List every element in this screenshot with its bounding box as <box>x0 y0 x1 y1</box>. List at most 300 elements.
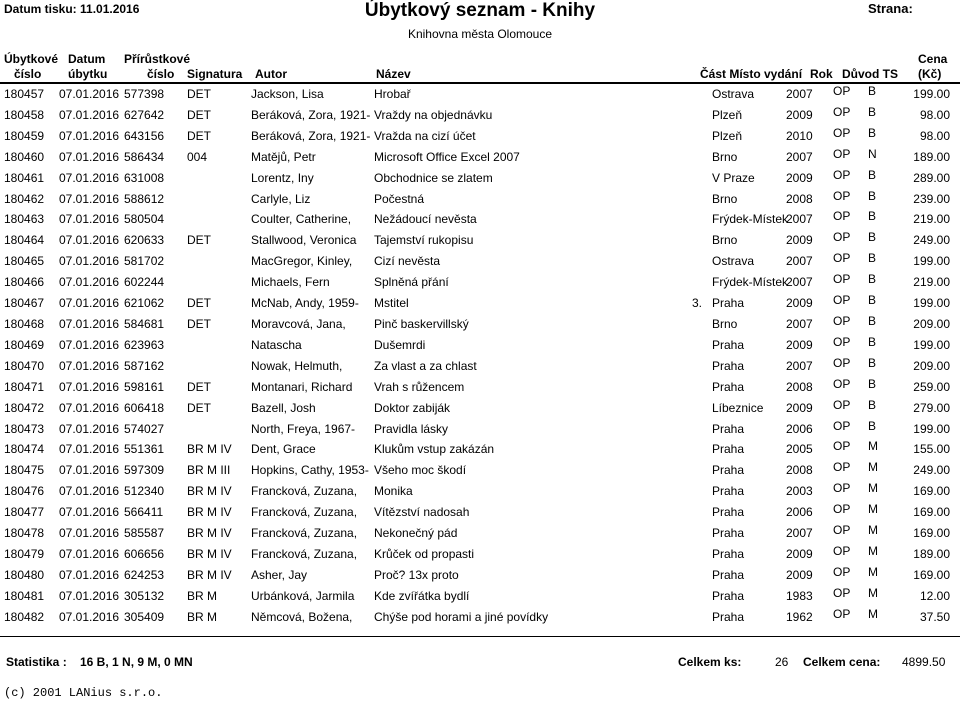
publication-year: 2005 <box>786 442 813 457</box>
book-title: Počestná <box>374 191 425 206</box>
accession-number: 643156 <box>124 128 165 143</box>
discard-reason: OP <box>833 230 851 245</box>
ts-code: M <box>868 543 878 558</box>
discard-reason: OP <box>833 606 851 621</box>
price: 37.50 <box>919 609 950 624</box>
publication-place: V Praze <box>712 170 755 185</box>
author: Stallwood, Veronica <box>251 233 357 248</box>
col-part-place-header: Část Místo vydání <box>700 67 803 81</box>
total-price: 4899.50 <box>902 655 946 669</box>
publication-place: Praha <box>712 379 745 394</box>
table-row <box>0 522 960 543</box>
discard-number: 180465 <box>4 254 45 269</box>
discard-reason: OP <box>833 84 851 98</box>
table-row <box>0 585 960 606</box>
publication-place: Brno <box>712 316 738 331</box>
signature: DET <box>187 400 211 415</box>
discard-date: 07.01.2016 <box>59 254 120 269</box>
report-title: Úbytkový seznam - Knihy <box>364 0 596 21</box>
table-row <box>0 313 960 334</box>
signature: DET <box>187 128 211 143</box>
table-row <box>0 606 960 627</box>
signature: BR M <box>187 588 217 603</box>
publication-place: Frýdek-Místek <box>712 275 789 290</box>
signature: BR M IV <box>187 442 232 457</box>
library-name: Knihovna města Olomouce <box>407 27 553 41</box>
book-title: Dušemrdi <box>374 337 426 352</box>
ts-code: B <box>868 418 877 433</box>
signature: BR M III <box>187 463 231 478</box>
discard-date: 07.01.2016 <box>59 170 120 185</box>
accession-number: 586434 <box>124 149 165 164</box>
discard-reason: OP <box>833 146 851 161</box>
table-row <box>0 292 960 313</box>
accession-number: 551361 <box>124 442 165 457</box>
publication-place: Praha <box>712 505 745 520</box>
discard-reason: OP <box>833 272 851 287</box>
ts-code: B <box>868 84 877 98</box>
ts-code: B <box>868 293 877 308</box>
discard-number: 180462 <box>4 191 45 206</box>
book-title: Všeho moc škodí <box>374 463 467 478</box>
price: 199.00 <box>913 337 950 352</box>
price: 169.00 <box>913 505 950 520</box>
publication-place: Praha <box>712 358 745 373</box>
ts-code: B <box>868 355 877 370</box>
discard-date: 07.01.2016 <box>59 379 120 394</box>
discard-date: 07.01.2016 <box>59 149 120 164</box>
ts-code: B <box>868 376 877 391</box>
discard-reason: OP <box>833 313 851 328</box>
author: Dent, Grace <box>251 442 316 457</box>
price: 199.00 <box>913 296 950 311</box>
discard-reason: OP <box>833 481 851 496</box>
discard-number: 180463 <box>4 212 45 227</box>
discard-date: 07.01.2016 <box>59 567 120 582</box>
author: Moravcová, Jana, <box>251 316 346 331</box>
discard-date: 07.01.2016 <box>59 526 120 541</box>
price: 98.00 <box>919 128 950 143</box>
discard-reason: OP <box>833 251 851 266</box>
ts-code: B <box>868 334 877 349</box>
book-title: Pravidla lásky <box>374 421 449 436</box>
table-row <box>0 355 960 376</box>
book-title: Hrobař <box>374 87 411 101</box>
discard-reason: OP <box>833 376 851 391</box>
accession-number: 585587 <box>124 526 165 541</box>
author: Francková, Zuzana, <box>251 505 358 520</box>
price: 249.00 <box>913 463 950 478</box>
author: Matějů, Petr <box>251 149 316 164</box>
table-row <box>0 438 960 459</box>
publication-year: 2009 <box>786 107 813 122</box>
price: 169.00 <box>913 484 950 499</box>
book-title: Vrah s růžencem <box>374 379 465 394</box>
price: 239.00 <box>913 191 950 206</box>
publication-place: Praha <box>712 296 745 311</box>
author: Natascha <box>251 337 302 352</box>
accession-number: 602244 <box>124 275 165 290</box>
accession-number: 574027 <box>124 421 165 436</box>
author: Carlyle, Liz <box>251 191 311 206</box>
book-title: Doktor zabiják <box>374 400 451 415</box>
table-row <box>0 83 960 104</box>
author: Asher, Jay <box>251 567 308 582</box>
book-title: Klukům vstup zakázán <box>374 442 495 457</box>
ts-code: B <box>868 209 877 224</box>
book-title: Chýše pod horami a jiné povídky <box>374 609 549 624</box>
publication-place: Praha <box>712 463 745 478</box>
price: 289.00 <box>913 170 950 185</box>
author: McNab, Andy, 1959- <box>251 296 359 311</box>
signature: BR M IV <box>187 484 232 499</box>
col-title-header: Název <box>376 67 411 81</box>
book-title: Vražda na cizí účet <box>374 128 476 143</box>
col-price-header-2: (Kč) <box>918 67 942 81</box>
publication-place: Frýdek-Místek <box>712 212 789 227</box>
table-row <box>0 564 960 585</box>
price: 219.00 <box>913 212 950 227</box>
publication-year: 2009 <box>786 296 813 311</box>
discard-reason: OP <box>833 209 851 224</box>
signature: DET <box>187 296 211 311</box>
price: 209.00 <box>913 358 950 373</box>
discard-number: 180470 <box>4 358 45 373</box>
author: Bazell, Josh <box>251 400 316 415</box>
accession-number: 580504 <box>124 212 165 227</box>
price: 279.00 <box>913 400 950 415</box>
price: 259.00 <box>913 379 950 394</box>
discard-number: 180461 <box>4 170 45 185</box>
discard-date: 07.01.2016 <box>59 463 120 478</box>
discard-date: 07.01.2016 <box>59 316 120 331</box>
discard-date: 07.01.2016 <box>59 484 120 499</box>
publication-place: Ostrava <box>712 254 755 269</box>
total-count-label: Celkem ks: <box>678 655 742 669</box>
ts-code: M <box>868 523 878 538</box>
signature: DET <box>187 316 211 331</box>
price: 98.00 <box>919 107 950 122</box>
discard-number: 180480 <box>4 567 45 582</box>
table-row <box>0 459 960 480</box>
col-sig-header: Signatura <box>187 67 243 81</box>
discard-number: 180478 <box>4 526 45 541</box>
ts-code: B <box>868 230 877 245</box>
discard-date: 07.01.2016 <box>59 296 120 311</box>
book-title: Obchodnice se zlatem <box>374 170 493 185</box>
author: Beráková, Zora, 1921- <box>251 128 371 143</box>
author: North, Freya, 1967- <box>251 421 356 436</box>
ts-code: M <box>868 606 878 621</box>
discard-number: 180460 <box>4 149 45 164</box>
author: Montanari, Richard <box>251 379 353 394</box>
book-title: Mstitel <box>374 296 409 311</box>
ts-code: M <box>868 460 878 475</box>
accession-number: 620633 <box>124 233 165 248</box>
table-row <box>0 188 960 209</box>
price: 199.00 <box>913 421 950 436</box>
discard-number: 180474 <box>4 442 45 457</box>
col-year-header: Rok <box>810 67 833 81</box>
discard-reason: OP <box>833 523 851 538</box>
book-title: Cizí nevěsta <box>374 254 441 269</box>
publication-year: 2007 <box>786 212 813 227</box>
accession-number: 581702 <box>124 254 165 269</box>
publication-year: 2006 <box>786 505 813 520</box>
publication-year: 2009 <box>786 567 813 582</box>
discard-number: 180458 <box>4 107 45 122</box>
book-title: Tajemství rukopisu <box>374 233 474 248</box>
ts-code: B <box>868 251 877 266</box>
price: 189.00 <box>913 149 950 164</box>
book-title: Splněná přání <box>374 275 449 290</box>
publication-year: 2007 <box>786 87 813 101</box>
price: 219.00 <box>913 275 950 290</box>
publication-place: Plzeň <box>712 128 743 143</box>
publication-year: 2009 <box>786 337 813 352</box>
ts-code: B <box>868 313 877 328</box>
discard-date: 07.01.2016 <box>59 233 120 248</box>
discard-number: 180475 <box>4 463 45 478</box>
table-row <box>0 271 960 292</box>
table-row <box>0 418 960 439</box>
author: Coulter, Catherine, <box>251 212 352 227</box>
book-title: Monika <box>374 484 413 499</box>
discard-number: 180477 <box>4 505 45 520</box>
table-row <box>0 543 960 564</box>
discard-reason: OP <box>833 564 851 579</box>
discard-date: 07.01.2016 <box>59 87 120 101</box>
col-reason-header: Důvod TS <box>842 67 898 81</box>
publication-year: 2009 <box>786 233 813 248</box>
discard-date: 07.01.2016 <box>59 337 120 352</box>
book-title: Microsoft Office Excel 2007 <box>374 149 520 164</box>
ts-code: B <box>868 104 877 119</box>
publication-year: 2009 <box>786 400 813 415</box>
signature: DET <box>187 107 211 122</box>
table-row <box>0 397 960 418</box>
publication-year: 2009 <box>786 546 813 561</box>
price: 12.00 <box>919 588 950 603</box>
publication-year: 1983 <box>786 588 813 603</box>
signature: BR M IV <box>187 505 232 520</box>
ts-code: B <box>868 188 877 203</box>
col-date-header: Datum <box>68 52 106 66</box>
price: 169.00 <box>913 567 950 582</box>
accession-number: 305132 <box>124 588 165 603</box>
publication-year: 2009 <box>786 170 813 185</box>
publication-year: 2007 <box>786 526 813 541</box>
book-title: Za vlast a za chlast <box>374 358 477 373</box>
publication-year: 2008 <box>786 379 813 394</box>
author: Francková, Zuzana, <box>251 546 358 561</box>
book-title: Nežádoucí nevěsta <box>374 212 477 227</box>
book-title: Proč? 13x proto <box>374 567 459 582</box>
book-title: Vítězství nadosah <box>374 505 470 520</box>
discard-reason: OP <box>833 460 851 475</box>
author: Beráková, Zora, 1921- <box>251 107 371 122</box>
ts-code: M <box>868 585 878 600</box>
discard-number: 180459 <box>4 128 45 143</box>
table-row <box>0 167 960 188</box>
publication-year: 2007 <box>786 316 813 331</box>
publication-place: Praha <box>712 337 745 352</box>
publication-year: 2007 <box>786 254 813 269</box>
author: Jackson, Lisa <box>251 87 324 101</box>
discard-date: 07.01.2016 <box>59 107 120 122</box>
book-title: Kde zvířátka bydlí <box>374 588 470 603</box>
discard-date: 07.01.2016 <box>59 546 120 561</box>
discard-reason: OP <box>833 418 851 433</box>
signature: BR M IV <box>187 526 232 541</box>
discard-reason: OP <box>833 167 851 182</box>
discard-date: 07.01.2016 <box>59 609 120 624</box>
publication-place: Praha <box>712 546 745 561</box>
publication-place: Ostrava <box>712 87 755 101</box>
table-row <box>0 501 960 522</box>
discard-reason: OP <box>833 439 851 454</box>
accession-number: 598161 <box>124 379 165 394</box>
price: 169.00 <box>913 526 950 541</box>
author: Urbánková, Jarmila <box>251 588 355 603</box>
publication-year: 2006 <box>786 421 813 436</box>
table-row <box>0 146 960 167</box>
publication-year: 1962 <box>786 609 813 624</box>
price: 199.00 <box>913 87 950 101</box>
signature: BR M <box>187 609 217 624</box>
signature: DET <box>187 233 211 248</box>
discard-date: 07.01.2016 <box>59 400 120 415</box>
book-title: Nekonečný pád <box>374 526 458 541</box>
publication-place: Plzeň <box>712 107 743 122</box>
stats-label: Statistika : <box>6 655 67 669</box>
signature: BR M IV <box>187 546 232 561</box>
discard-reason: OP <box>833 188 851 203</box>
footer-rule <box>0 636 960 637</box>
col-acc-header: Přírůstkové <box>124 52 191 66</box>
col-date-header-2: úbytku <box>68 67 108 81</box>
discard-reason: OP <box>833 543 851 558</box>
author: Němcová, Božena, <box>251 609 353 624</box>
page-label: Strana: <box>868 1 913 16</box>
publication-place: Brno <box>712 191 738 206</box>
accession-number: 597309 <box>124 463 165 478</box>
table-row <box>0 229 960 250</box>
table-row <box>0 376 960 397</box>
ts-code: B <box>868 397 877 412</box>
book-title: Pinč baskervillský <box>374 316 469 331</box>
discard-reason: OP <box>833 334 851 349</box>
author: Nowak, Helmuth, <box>251 358 343 373</box>
discard-number: 180468 <box>4 316 45 331</box>
accession-number: 566411 <box>124 505 164 520</box>
discard-number: 180472 <box>4 400 45 415</box>
part: 3. <box>692 296 703 311</box>
discard-number: 180466 <box>4 275 45 290</box>
table-row <box>0 480 960 501</box>
publication-place: Praha <box>712 421 745 436</box>
discard-number: 180457 <box>4 87 45 101</box>
accession-number: 627642 <box>124 107 165 122</box>
discard-number: 180482 <box>4 609 45 624</box>
publication-year: 2007 <box>786 149 813 164</box>
price: 199.00 <box>913 254 950 269</box>
accession-number: 606418 <box>124 400 165 415</box>
copyright-footer: (c) 2001 LANius s.r.o. <box>4 686 163 700</box>
publication-place: Praha <box>712 609 745 624</box>
author: Michaels, Fern <box>251 275 330 290</box>
ts-code: M <box>868 481 878 496</box>
discard-number: 180471 <box>4 379 45 394</box>
author: Francková, Zuzana, <box>251 484 358 499</box>
book-title: Krůček od propasti <box>374 546 475 561</box>
col-num-header: Úbytkové <box>4 52 59 66</box>
discard-date: 07.01.2016 <box>59 442 120 457</box>
col-acc-header-2: číslo <box>147 67 175 81</box>
author: Francková, Zuzana, <box>251 526 358 541</box>
table-row <box>0 334 960 355</box>
discard-reason: OP <box>833 397 851 412</box>
ts-code: B <box>868 125 877 140</box>
total-price-label: Celkem cena: <box>803 655 881 669</box>
signature: DET <box>187 379 211 394</box>
col-num-header-2: číslo <box>14 67 42 81</box>
publication-year: 2008 <box>786 191 813 206</box>
signature: BR M IV <box>187 567 232 582</box>
publication-place: Praha <box>712 442 745 457</box>
publication-place: Praha <box>712 567 745 582</box>
table-row <box>0 208 960 229</box>
stats-value: 16 B, 1 N, 9 M, 0 MN <box>80 655 193 669</box>
ts-code: M <box>868 564 878 579</box>
discard-number: 180467 <box>4 296 45 311</box>
publication-year: 2010 <box>786 128 813 143</box>
discard-number: 180473 <box>4 421 45 436</box>
col-author-header: Autor <box>255 67 287 81</box>
table-row <box>0 250 960 271</box>
accession-number: 631008 <box>124 170 165 185</box>
col-price-header: Cena <box>918 52 948 66</box>
accession-number: 577398 <box>124 87 165 101</box>
publication-year: 2003 <box>786 484 813 499</box>
accession-number: 624253 <box>124 567 165 582</box>
ts-code: N <box>868 146 877 161</box>
discard-date: 07.01.2016 <box>59 128 120 143</box>
publication-place: Líbeznice <box>712 400 764 415</box>
discard-number: 180479 <box>4 546 45 561</box>
ts-code: B <box>868 272 877 287</box>
discard-reason: OP <box>833 502 851 517</box>
publication-year: 2007 <box>786 358 813 373</box>
accession-number: 305409 <box>124 609 165 624</box>
discard-number: 180464 <box>4 233 45 248</box>
discard-reason: OP <box>833 125 851 140</box>
discard-date: 07.01.2016 <box>59 505 120 520</box>
accession-number: 587162 <box>124 358 165 373</box>
accession-number: 588612 <box>124 191 165 206</box>
discard-table <box>0 83 960 627</box>
publication-year: 2008 <box>786 463 813 478</box>
discard-date: 07.01.2016 <box>59 588 120 603</box>
author: Hopkins, Cathy, 1953- <box>251 463 369 478</box>
accession-number: 623963 <box>124 337 165 352</box>
ts-code: M <box>868 502 878 517</box>
price: 209.00 <box>913 316 950 331</box>
discard-number: 180481 <box>4 588 45 603</box>
discard-reason: OP <box>833 104 851 119</box>
publication-place: Praha <box>712 526 745 541</box>
accession-number: 512340 <box>124 484 165 499</box>
